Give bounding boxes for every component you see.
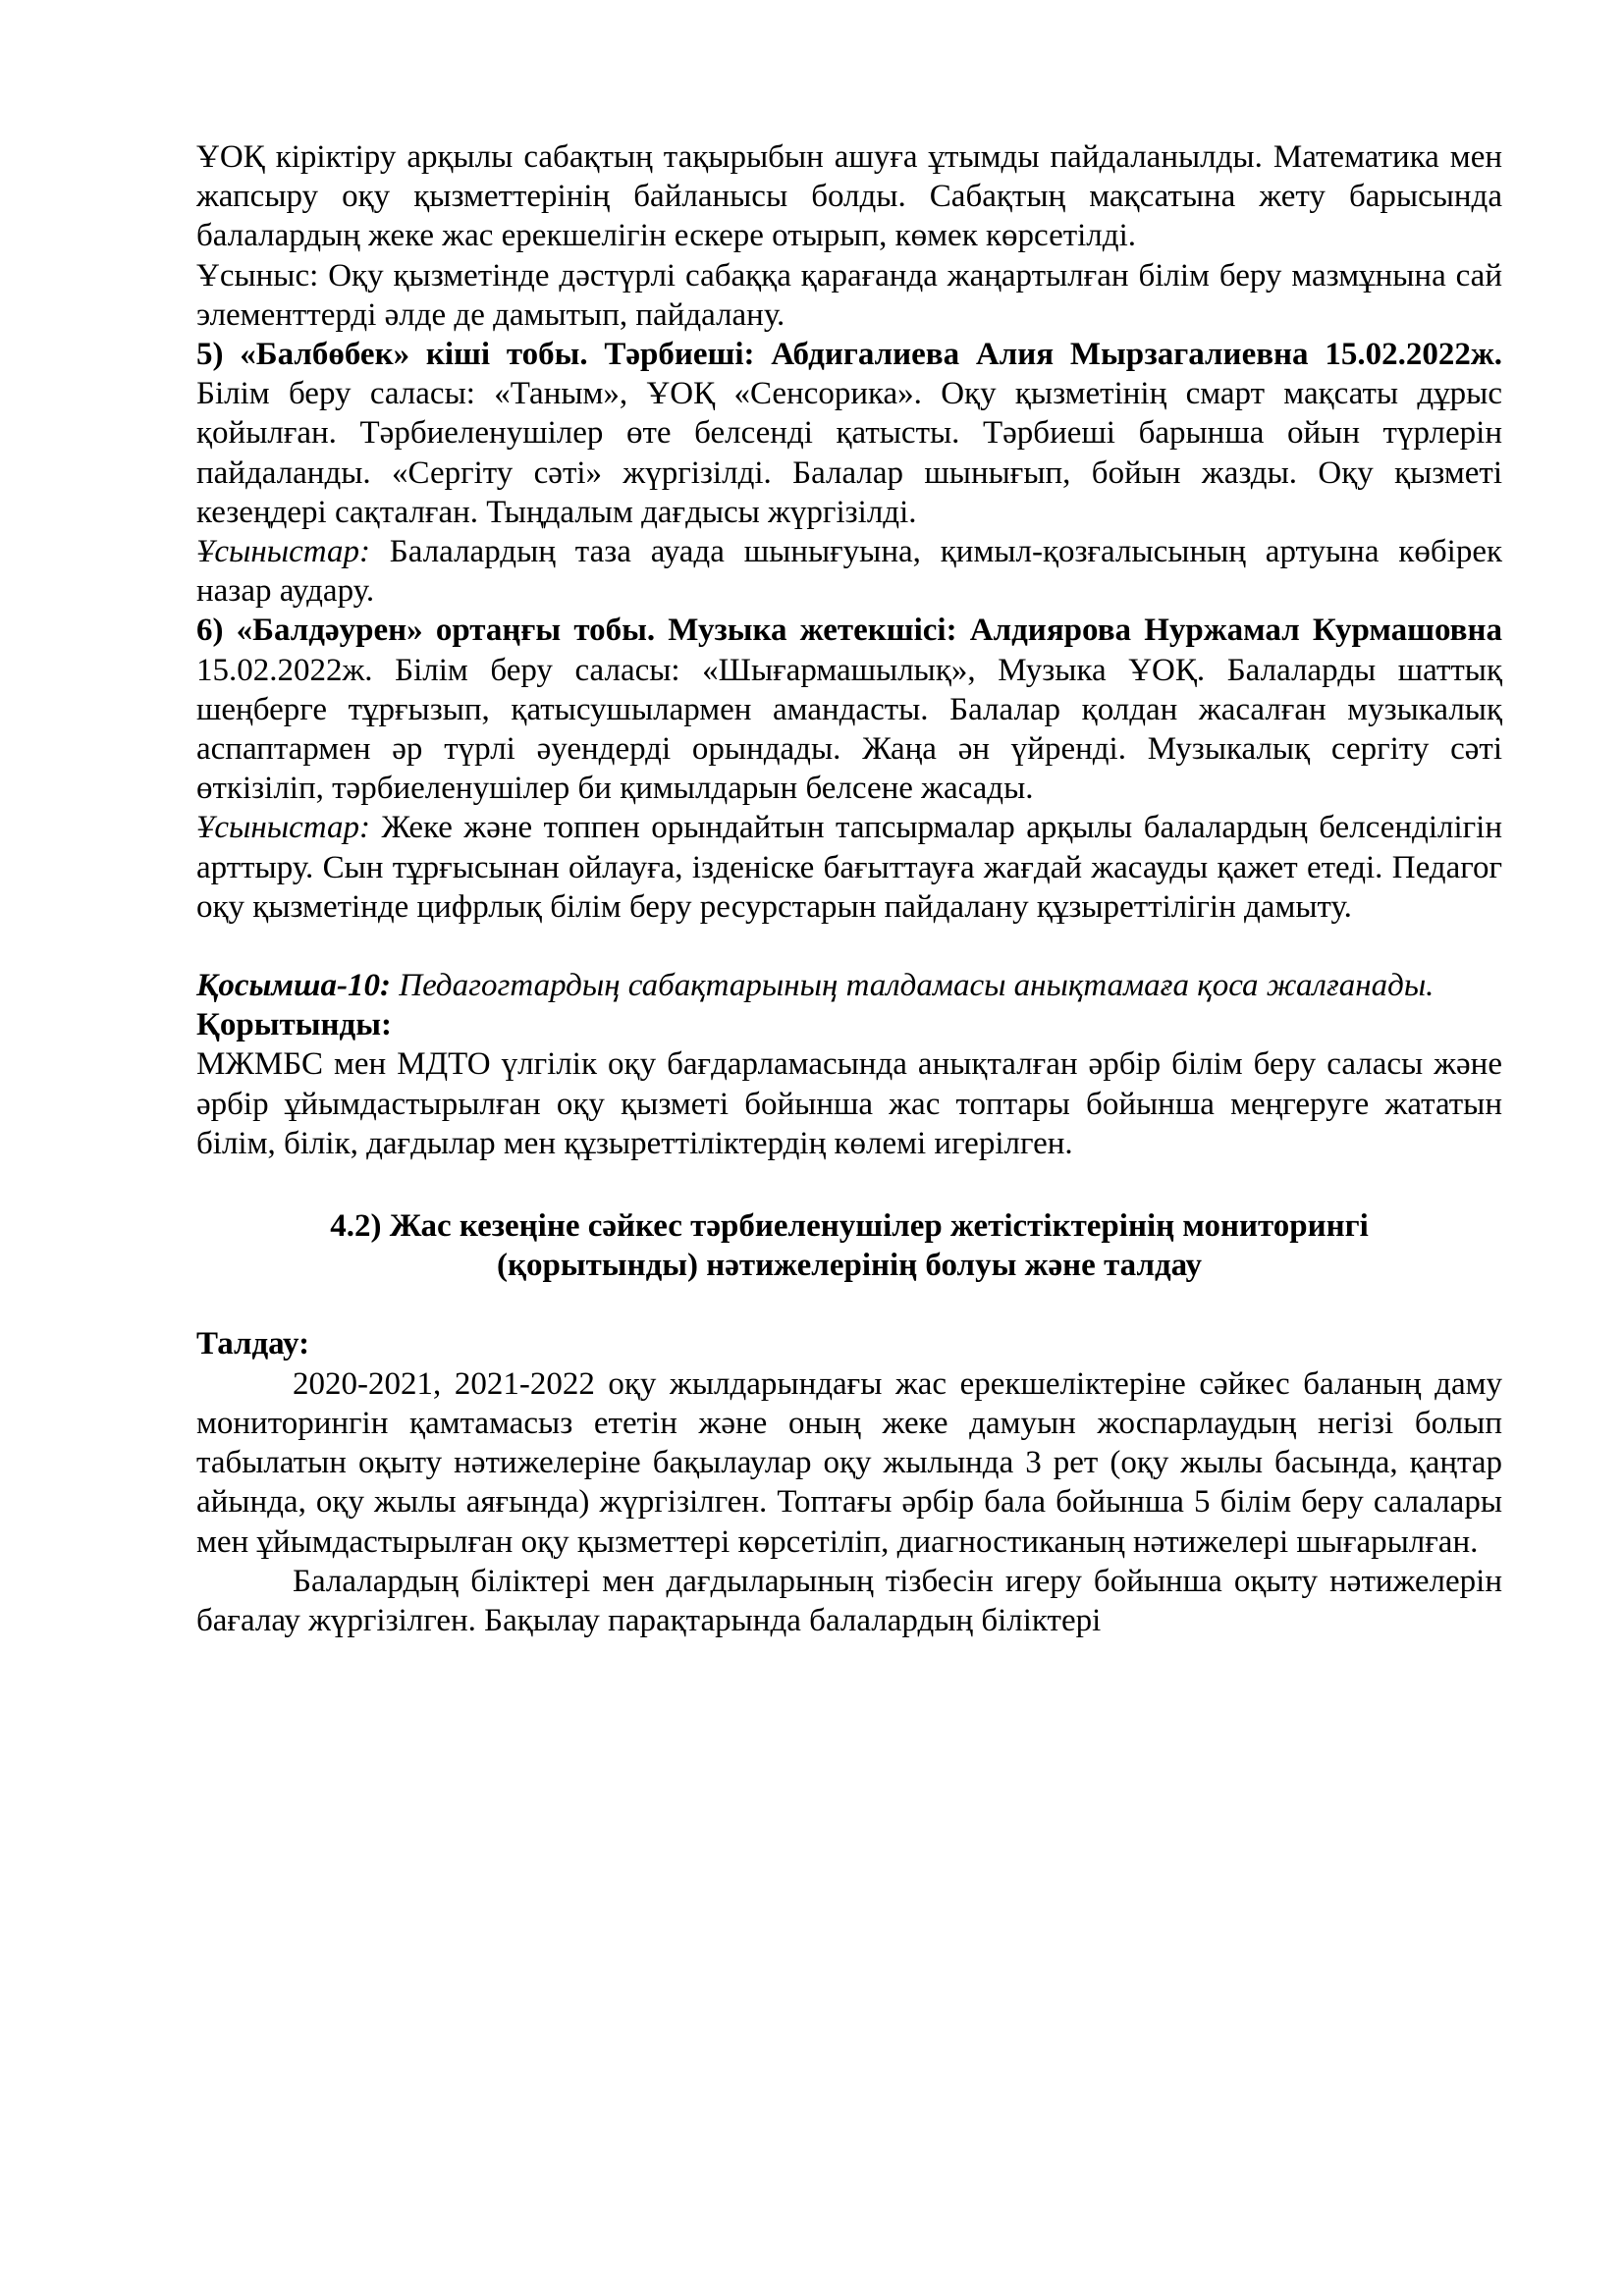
spacer	[196, 927, 1502, 966]
item-5-rec-label: Ұсыныстар:	[196, 534, 370, 570]
section-heading-line-2: (қорытынды) нәтижелерінің болуы және талдау	[496, 1248, 1203, 1284]
analysis-heading: Талдау:	[196, 1326, 310, 1362]
item-6-rec-label: Ұсыныстар:	[196, 810, 370, 846]
appendix-note	[196, 966, 1502, 1005]
section-heading	[196, 1206, 1502, 1285]
document-body	[196, 137, 1502, 1640]
analysis-paragraph-2: Балалардың біліктері мен дағдыларының тізбесін игеру бойынша оқыту нәтижелерін бағалау жүргізілген. Бақылау парақтарында балалардың біліктері	[196, 1563, 1502, 1638]
item-6-recommendation	[196, 808, 1502, 927]
spacer	[196, 1163, 1502, 1206]
item-5-recommendation	[196, 532, 1502, 611]
item-5-text: Білім беру саласы: «Таным», ҰОҚ «Сенсорика». Оқу қызметінің смарт мақсаты дұрыс қойылған. Тәрбиеленушілер өте белсенді қатысты. Тәрбиеші барынша ойын түрлерін пайдаланды. «Сергіту сәті» жүргізілді. Балалар шынығып, бойын жазды. Оқу қызметі кезеңдері сақталған. Тыңдалым дағдысы жүргізілді.	[196, 376, 1502, 530]
item-5-rec-text: Балалардың таза ауада шынығуына, қимыл-қозғалысының артуына көбірек назар аудару.	[196, 534, 1502, 610]
item-6-paragraph	[196, 611, 1502, 808]
paragraph-intro: ҰОҚ кіріктіру арқылы сабақтың тақырыбын ашуға ұтымды пайдаланылды. Математика мен жапсыру оқу қызметтерінің байланысы болды. Сабақтың мақсатына жету барысында балалардың жеке жас ерекшелігін ескере отырып, көмек көрсетілді.	[196, 139, 1502, 254]
item-5-heading: 5) «Балбөбек» кіші тобы. Тәрбиеші: Абдигалиева Алия Мырзагалиевна 15.02.2022ж.	[196, 337, 1502, 373]
item-6-text: 15.02.2022ж. Білім беру саласы: «Шығармашылық», Музыка ҰОҚ. Балаларды шаттық шеңберге тұрғызып, қатысушылармен амандасты. Балалар қолдан жасалған музыкалық аспаптармен әр түрлі әуендерді орындады. Жаңа ән үйренді. Музыкалық сергіту сәті өткізіліп, тәрбиеленушілер би қимылдарын белсене жасады.	[196, 652, 1502, 807]
item-6-rec-text: Жеке және топпен орындайтын тапсырмалар арқылы балалардың белсенділігін арттыру. Сын тұрғысынан ойлауға, ізденіске бағыттауға жағдай жасауды қажет етеді. Педагог оқу қызметінде цифрлық білім беру ресурстарын пайдалану құзыреттілігін дамыту.	[196, 810, 1502, 925]
appendix-text: Педагогтардың сабақтарының талдамасы анықтамаға қоса жалғанады.	[391, 968, 1435, 1004]
item-5-paragraph	[196, 335, 1502, 532]
analysis-paragraph-1: 2020-2021, 2021-2022 оқу жылдарындағы жас ерекшеліктеріне сәйкес баланың даму мониторингін қамтамасыз ететін және оның жеке дамуын жоспарлаудың негізі болып табылатын оқыту нәтижелеріне бақылаулар оқу жылында 3 рет (оқу жылы басында, қаңтар айында, оқу жылы аяғында) жүргізілген. Топтағы әрбір бала бойынша 5 білім беру салалары мен ұйымдастырылған оқу қызметтері көрсетіліп, диагностиканың нәтижелері шығарылған.	[196, 1365, 1502, 1560]
appendix-label: Қосымша-10:	[196, 968, 391, 1004]
item-6-heading: 6) «Балдәурен» ортаңғы тобы. Музыка жетекшісі: Алдиярова Нуржамал Курмашовна	[196, 613, 1502, 649]
section-heading-line-1: 4.2) Жас кезеңіне сәйкес тәрбиеленушілер жетістіктерінің мониторингі	[330, 1208, 1369, 1245]
spacer	[196, 1285, 1502, 1324]
conclusion-text: МЖМБС мен МДТО үлгілік оқу бағдарламасында анықталған әрбір білім беру саласы және әрбір ұйымдастырылған оқу қызметі бойынша жас топтары бойынша меңгеруге жататын білім, білік, дағдылар мен құзыреттіліктердің көлемі игерілген.	[196, 1046, 1502, 1161]
paragraph-recommendation: Ұсыныс: Оқу қызметінде дәстүрлі сабаққа қарағанда жаңартылған білім беру мазмұнына сай элементтерді әлде де дамытып, пайдалану.	[196, 257, 1502, 333]
conclusion-heading: Қорытынды:	[196, 1007, 392, 1043]
